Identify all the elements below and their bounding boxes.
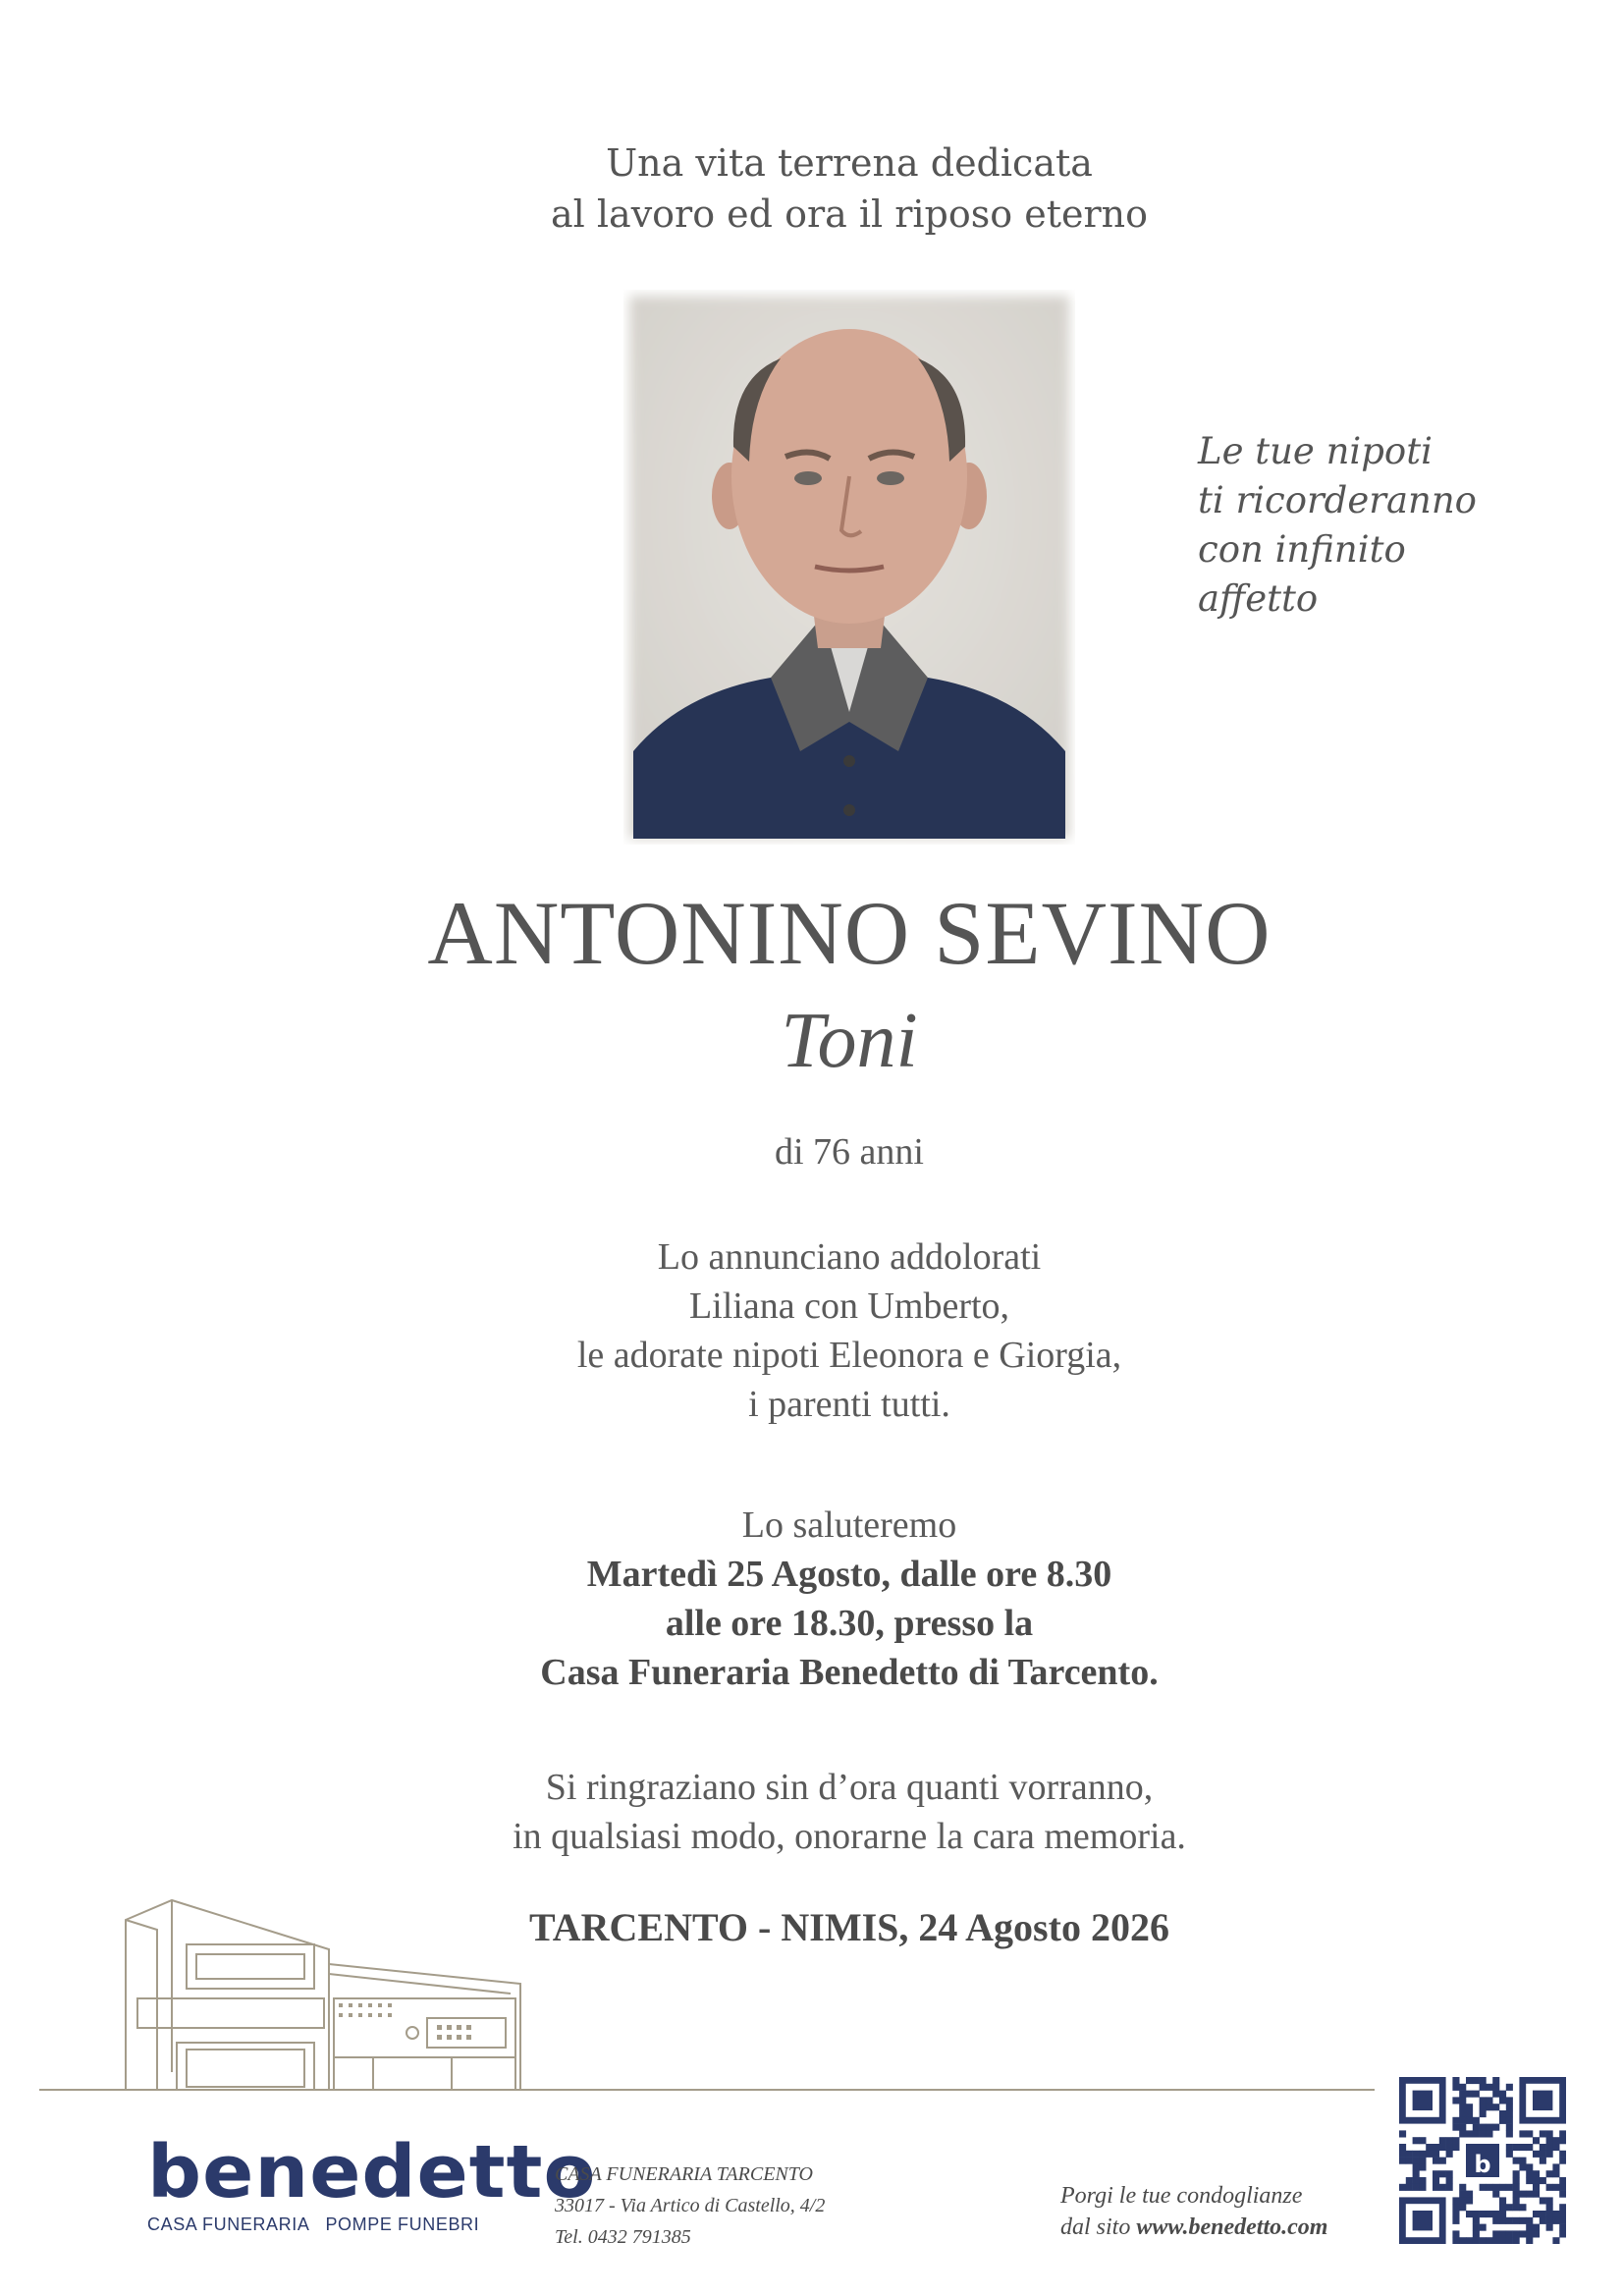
epigraph-line: Una vita terrena dedicata bbox=[606, 141, 1093, 185]
dedication-line: ti ricorderanno bbox=[1198, 479, 1477, 521]
address-line: 33017 - Via Artico di Castello, 4/2 bbox=[555, 2195, 826, 2216]
ceremony-date: Martedì 25 Agosto, dalle ore 8.30 bbox=[586, 1554, 1112, 1595]
logo-sub-2: POMPE FUNEBRI bbox=[325, 2214, 480, 2234]
ceremony-time: alle ore 18.30, presso la bbox=[665, 1603, 1034, 1644]
funeral-home-address bbox=[555, 2159, 825, 2253]
deceased-nickname: Toni bbox=[781, 998, 918, 1084]
announcement-line: Liliana con Umberto, bbox=[688, 1285, 1010, 1327]
announcement-line: Lo annunciano addolorati bbox=[657, 1236, 1042, 1278]
side-dedication bbox=[1198, 427, 1477, 624]
thanks-line: in qualsiasi modo, onorarne la cara memoria. bbox=[513, 1816, 1186, 1857]
dedication-line: Le tue nipoti bbox=[1198, 430, 1433, 472]
epigraph bbox=[0, 137, 1623, 240]
ceremony-intro: Lo saluteremo bbox=[741, 1504, 957, 1546]
benedetto-logo bbox=[147, 2130, 597, 2235]
epigraph-line: al lavoro ed ora il riposo eterno bbox=[551, 192, 1148, 236]
condolence-prefix: dal sito bbox=[1060, 2214, 1137, 2240]
qr-center-letter: b bbox=[1474, 2151, 1491, 2179]
logo-subtitle bbox=[147, 2214, 579, 2235]
address-line: Tel. 0432 791385 bbox=[555, 2226, 691, 2248]
dedication-line: con infinito bbox=[1198, 528, 1406, 571]
thanks bbox=[0, 1763, 1623, 1861]
address-line: CASA FUNERARIA TARCENTO bbox=[555, 2163, 813, 2185]
dedication-line: affetto bbox=[1198, 577, 1319, 620]
announcement-line: le adorate nipoti Eleonora e Giorgia, bbox=[576, 1335, 1122, 1376]
building-line-art bbox=[39, 1890, 1384, 2126]
portrait-photo bbox=[623, 290, 1075, 845]
announcement-line: i parenti tutti. bbox=[748, 1384, 950, 1425]
deceased-name: ANTONINO SEVINO bbox=[427, 883, 1271, 983]
logo-wordmark: benedetto bbox=[147, 2130, 597, 2214]
place-date: TARCENTO - NIMIS, 24 Agosto 2026 bbox=[529, 1905, 1169, 1949]
condolence-note bbox=[1060, 2180, 1327, 2243]
thanks-line: Si ringraziano sin d’ora quanti vorranno, bbox=[545, 1767, 1154, 1808]
condolence-line-2 bbox=[1060, 2212, 1327, 2243]
deceased-age: di 76 anni bbox=[775, 1131, 924, 1173]
logo-sub-1: CASA FUNERARIA bbox=[147, 2214, 310, 2234]
announcement bbox=[0, 1232, 1623, 1429]
ceremony-info bbox=[0, 1501, 1623, 1697]
qr-code[interactable] bbox=[1399, 2077, 1566, 2244]
website-link[interactable]: www.benedetto.com bbox=[1136, 2214, 1328, 2240]
ceremony-location: Casa Funeraria Benedetto di Tarcento. bbox=[540, 1652, 1159, 1693]
condolence-line: Porgi le tue condoglianze bbox=[1060, 2183, 1303, 2209]
